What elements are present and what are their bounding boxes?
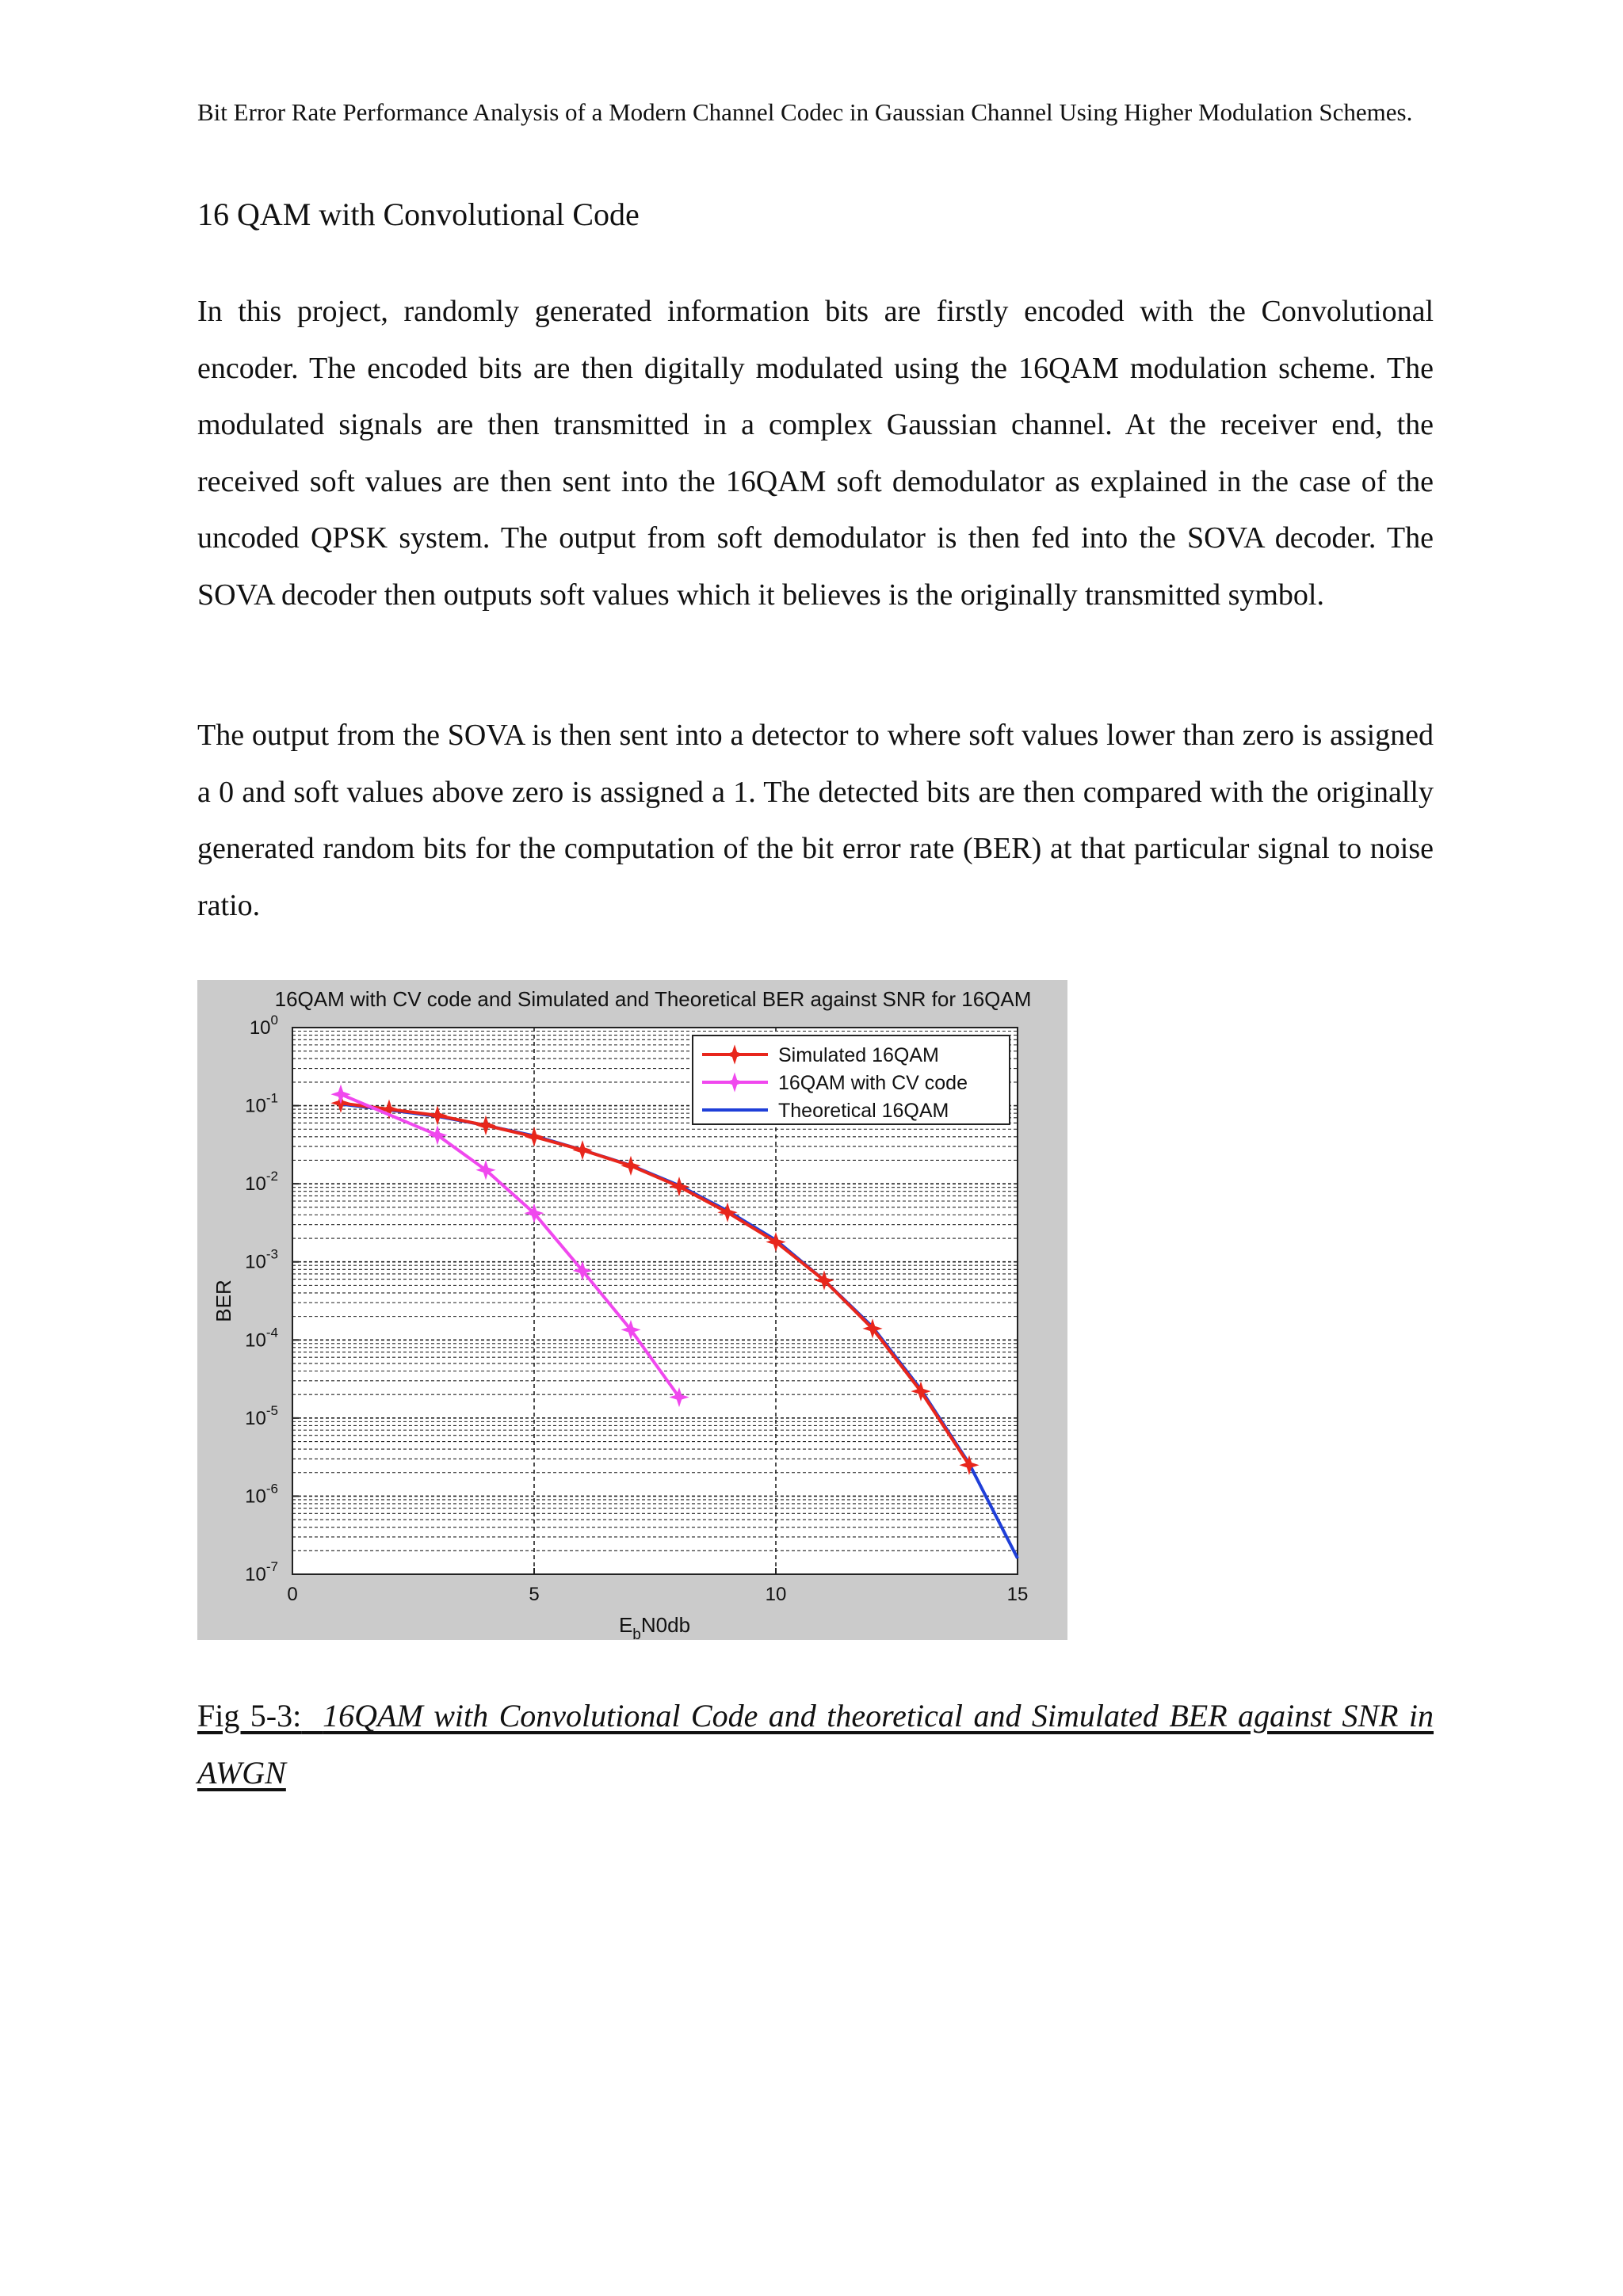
x-tick-label: 15 <box>1006 1584 1029 1605</box>
legend-label: 16QAM with CV code <box>778 1072 968 1094</box>
y-tick-label: $10^{-7}$ <box>245 1559 278 1585</box>
x-axis-label <box>619 1613 690 1640</box>
figure-ber-chart <box>197 980 1067 1640</box>
ber-chart-svg <box>197 980 1067 1640</box>
body-paragraph-2: The output from the SOVA is then sent into a detector to where soft values lower than zero is assigned a 0 and soft values above zero is assigned a 1. The detected bits are then compared with the originally generated random bits for the computation of the bit error rate (BER) at that particular signal to noise ratio. <box>197 719 1434 922</box>
y-tick-label: $10^0$ <box>249 1013 278 1039</box>
x-tick-label: 0 <box>287 1584 298 1605</box>
caption-label: Fig 5-3: <box>197 1698 302 1733</box>
chart-legend <box>693 1035 1010 1124</box>
section-title: 16 QAM with Convolutional Code <box>197 196 640 232</box>
running-header: Bit Error Rate Performance Analysis of a Modern Channel Codec in Gaussian Channel Using Higher Modulation Schemes. <box>197 98 1413 126</box>
y-tick-label: $10^{-5}$ <box>245 1402 278 1429</box>
x-tick-label: 5 <box>529 1584 540 1605</box>
chart-title: 16QAM with CV code and Simulated and Theoretical BER against SNR for 16QAM <box>274 987 1032 1011</box>
x-tick-label: 10 <box>765 1584 787 1605</box>
x-axis-label-rest: N0db <box>640 1613 691 1637</box>
figure-caption <box>197 1688 1434 1802</box>
y-tick-label: $10^{-6}$ <box>245 1481 278 1508</box>
y-tick-label: $10^{-1}$ <box>245 1090 278 1117</box>
body-paragraph-1: In this project, randomly generated information bits are firstly encoded with the Convolutional encoder. The encoded bits are then digitally modulated using the 16QAM modulation scheme. The modulated signals are then transmitted in a complex Gaussian channel. At the receiver end, the received soft values are then sent into the 16QAM soft demodulator as explained in the case of the uncoded QPSK system. The output from soft demodulator is then fed into the SOVA decoder. The SOVA decoder then outputs soft values which it believes is the originally transmitted symbol. <box>197 295 1434 612</box>
legend-label: Simulated 16QAM <box>778 1044 939 1066</box>
y-tick-label: $10^{-4}$ <box>245 1325 278 1352</box>
y-tick-label: $10^{-2}$ <box>245 1169 278 1196</box>
x-axis-label-main: E <box>618 1613 633 1637</box>
y-tick-label: $10^{-3}$ <box>245 1246 278 1273</box>
legend-label: Theoretical 16QAM <box>778 1100 949 1122</box>
x-axis-label-sub: b <box>632 1627 641 1640</box>
caption-title: 16QAM with Convolutional Code and theoretical and Simulated BER against SNR in AWGN <box>197 1698 1434 1791</box>
y-axis-label: BER <box>212 1280 235 1322</box>
